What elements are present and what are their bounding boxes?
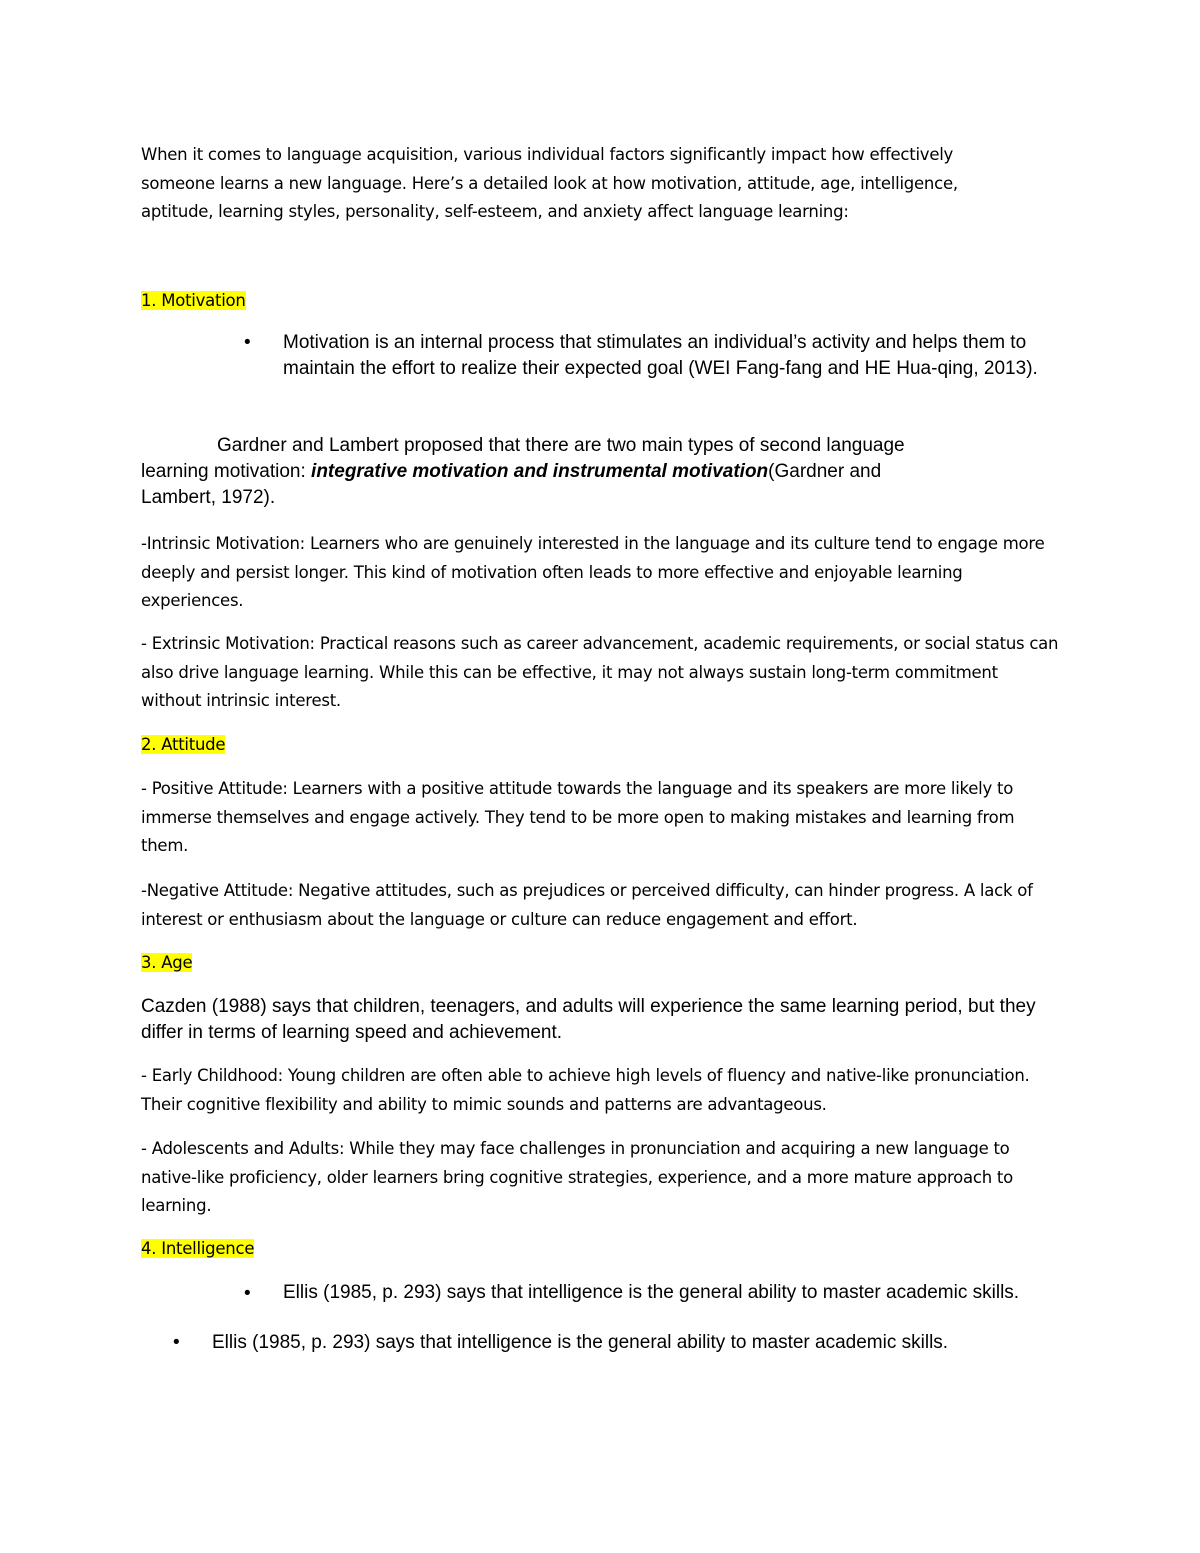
gardner-line-3: Lambert, 1972). (141, 487, 276, 508)
heading-attitude-text: 2. Attitude (141, 735, 226, 754)
intro-line-1: When it comes to language acquisition, various individual factors significantly impact how effectively (141, 145, 954, 164)
section-heading-age (141, 949, 1061, 978)
intrinsic-motivation-paragraph: -Intrinsic Motivation: Learners who are genuinely interested in the language and its culture tend to engage more deeply and persist longer. This kind of motivation often leads to more effective and enjoyable learning experiences. (141, 534, 1045, 610)
heading-motivation-text: 1. Motivation (141, 291, 246, 310)
intelligence-bullet-2: Ellis (1985, p. 293) says that intelligence is the general ability to master academic skills. (212, 1332, 949, 1353)
positive-attitude-paragraph: - Positive Attitude: Learners with a positive attitude towards the language and its speakers are more likely to immerse themselves and engage actively. They tend to be more open to making mistakes and learning from them. (141, 779, 1015, 855)
section-heading-intelligence (141, 1235, 1061, 1264)
gardner-post: (Gardner and (768, 461, 882, 482)
cazden-paragraph: Cazden (1988) says that children, teenagers, and adults will experience the same learning period, but they differ in terms of learning speed and achievement. (141, 996, 1036, 1043)
gardner-emphasis: integrative motivation and instrumental motivation (311, 461, 769, 482)
adolescents-adults-paragraph: - Adolescents and Adults: While they may face challenges in pronunciation and acquiring a new language to native-like proficiency, older learners bring cognitive strategies, experience, and a more mature approach to learning. (141, 1139, 1013, 1215)
section-heading-motivation (141, 287, 1061, 316)
motivation-definition-bullet: Motivation is an internal process that stimulates an individual’s activity and helps them to maintain the effort to realize their expected goal (WEI Fang-fang and HE Hua-qing, 2013). (283, 332, 1038, 379)
extrinsic-motivation-paragraph: - Extrinsic Motivation: Practical reasons such as career advancement, academic requirements, or social status can also drive language learning. While this can be effective, it may not always sustain long-term commitment without intrinsic interest. (141, 634, 1059, 710)
bullet-glyph: • (173, 1332, 180, 1353)
gardner-line-1: Gardner and Lambert proposed that there are two main types of second language (217, 435, 905, 456)
section-heading-attitude (141, 731, 1061, 760)
negative-attitude-paragraph: -Negative Attitude: Negative attitudes, such as prejudices or perceived difficulty, can hinder progress. A lack of interest or enthusiasm about the language or culture can reduce engagement and effort. (141, 881, 1033, 929)
bullet-glyph: • (244, 332, 251, 353)
heading-age-text: 3. Age (141, 953, 193, 972)
gardner-line-2 (141, 459, 1061, 485)
bullet-glyph: • (244, 1283, 251, 1304)
heading-intelligence-text: 4. Intelligence (141, 1239, 255, 1258)
intelligence-bullet-1: Ellis (1985, p. 293) says that intelligence is the general ability to master academic skills. (283, 1282, 1020, 1303)
gardner-pre: learning motivation: (141, 461, 312, 482)
early-childhood-paragraph: - Early Childhood: Young children are often able to achieve high levels of fluency and native-like pronunciation. Their cognitive flexibility and ability to mimic sounds and patterns are advantageous. (141, 1066, 1030, 1114)
intro-line-3: aptitude, learning styles, personality, self-esteem, and anxiety affect language learning: (141, 202, 849, 221)
intro-line-2: someone learns a new language. Here’s a detailed look at how motivation, attitude, age, intelligence, (141, 173, 958, 193)
